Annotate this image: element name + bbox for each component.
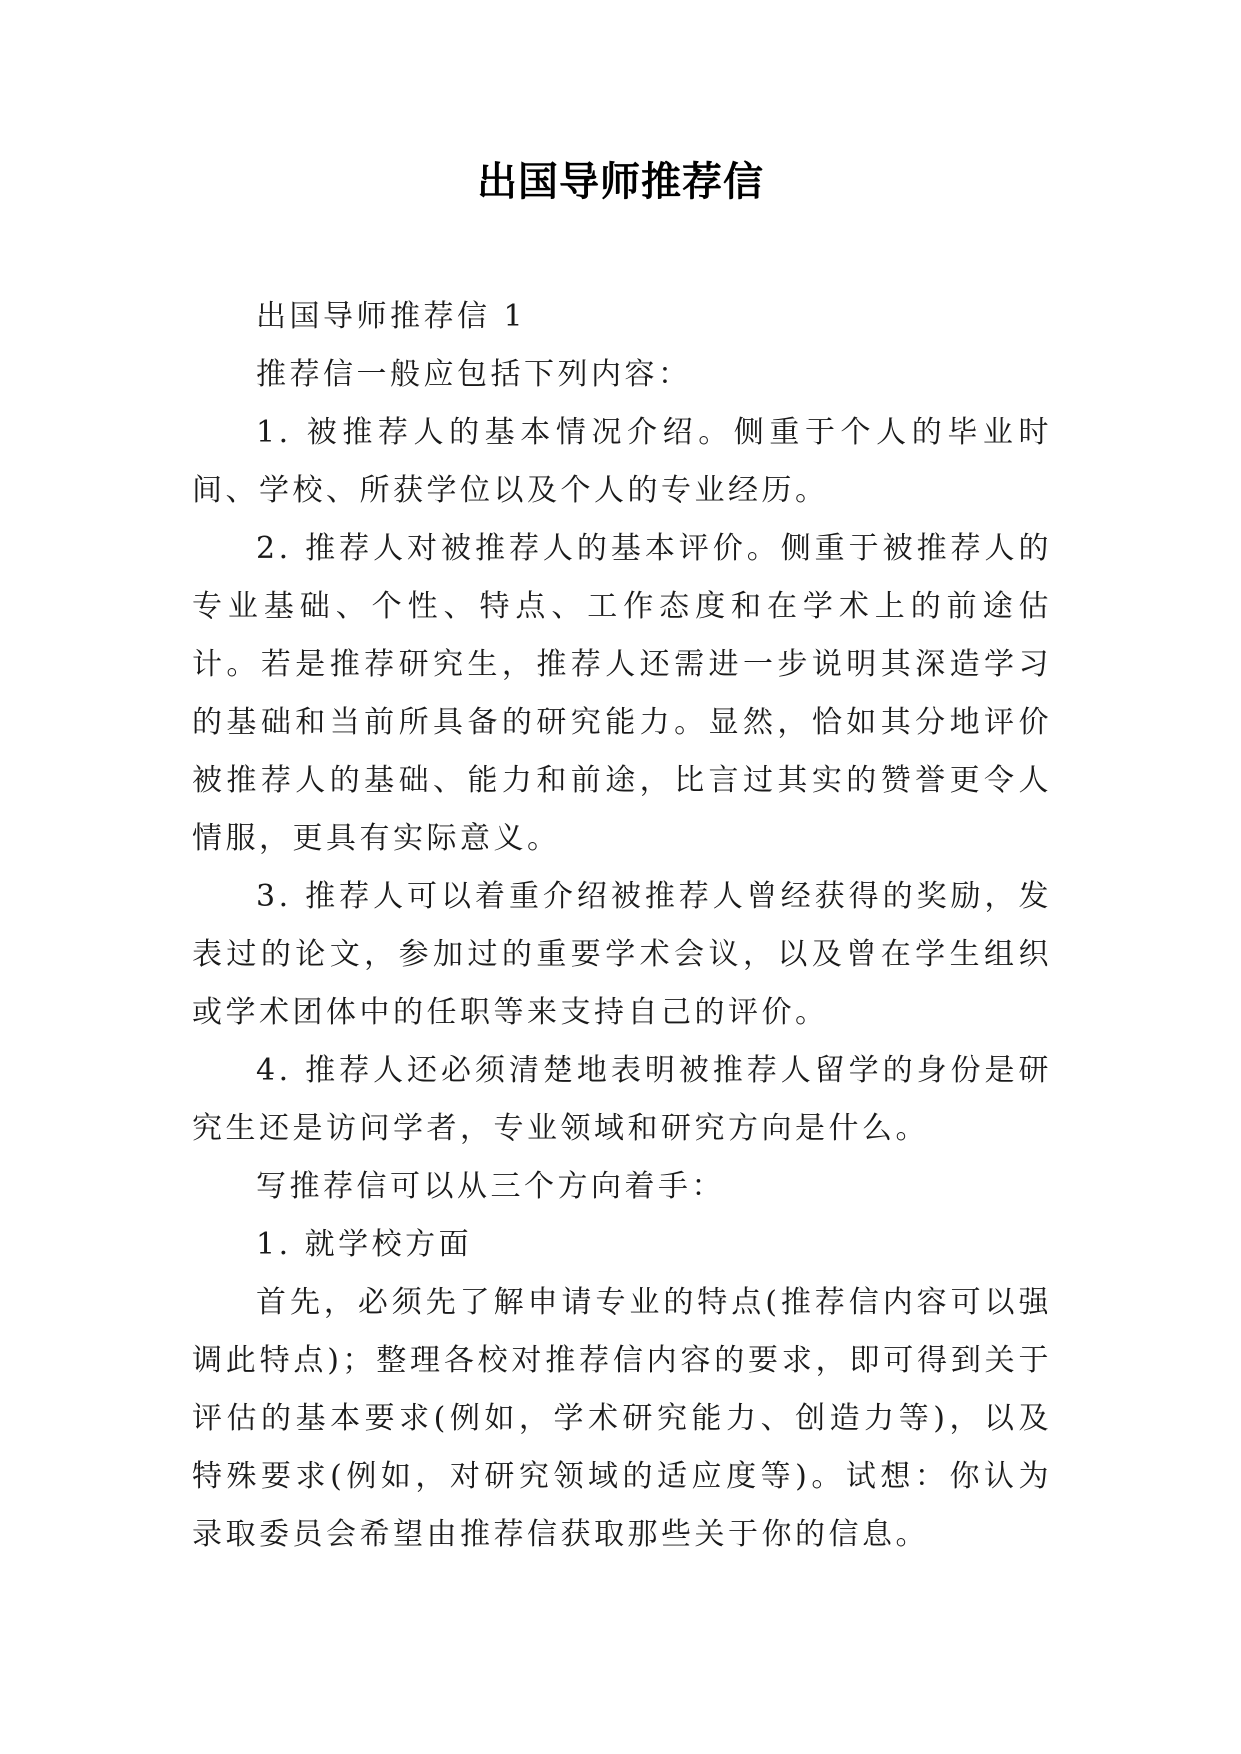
document-title: 出国导师推荐信 bbox=[477, 159, 764, 205]
paragraph-item-4: 4. 推荐人还必须清楚地表明被推荐人留学的身份是研究生还是访问学者，专业领域和研究方向是什么。 bbox=[192, 1053, 1052, 1146]
paragraph-heading: 出国导师推荐信 1 bbox=[256, 299, 527, 334]
paragraph-item-2: 2. 推荐人对被推荐人的基本评价。侧重于被推荐人的专业基础、个性、特点、工作态度和在学术上的前途估计。若是推荐研究生，推荐人还需进一步说明其深造学习的基础和当前所具备的研究能力。显然，恰如其分地评价被推荐人的基础、能力和前途，比言过其实的赞誉更令人情服，更具有实际意义。 bbox=[192, 531, 1052, 856]
paragraph-item-3: 3. 推荐人可以着重介绍被推荐人曾经获得的奖励，发表过的论文，参加过的重要学术会议，以及曾在学生组织或学术团体中的任职等来支持自己的评价。 bbox=[192, 879, 1052, 1030]
paragraph-school-heading: 1. 就学校方面 bbox=[256, 1227, 473, 1262]
paragraph-intro: 推荐信一般应包括下列内容： bbox=[256, 357, 692, 392]
paragraph-item-1: 1. 被推荐人的基本情况介绍。侧重于个人的毕业时间、学校、所获学位以及个人的专业经历。 bbox=[192, 415, 1052, 508]
document-body bbox=[192, 288, 1052, 1564]
paragraph-school-body: 首先，必须先了解申请专业的特点(推荐信内容可以强调此特点)；整理各校对推荐信内容的要求，即可得到关于评估的基本要求(例如，学术研究能力、创造力等)，以及特殊要求(例如，对研究领域的适应度等)。试想：你认为录取委员会希望由推荐信获取那些关于你的信息。 bbox=[192, 1285, 1052, 1552]
paragraph-directions: 写推荐信可以从三个方向着手： bbox=[256, 1169, 725, 1204]
